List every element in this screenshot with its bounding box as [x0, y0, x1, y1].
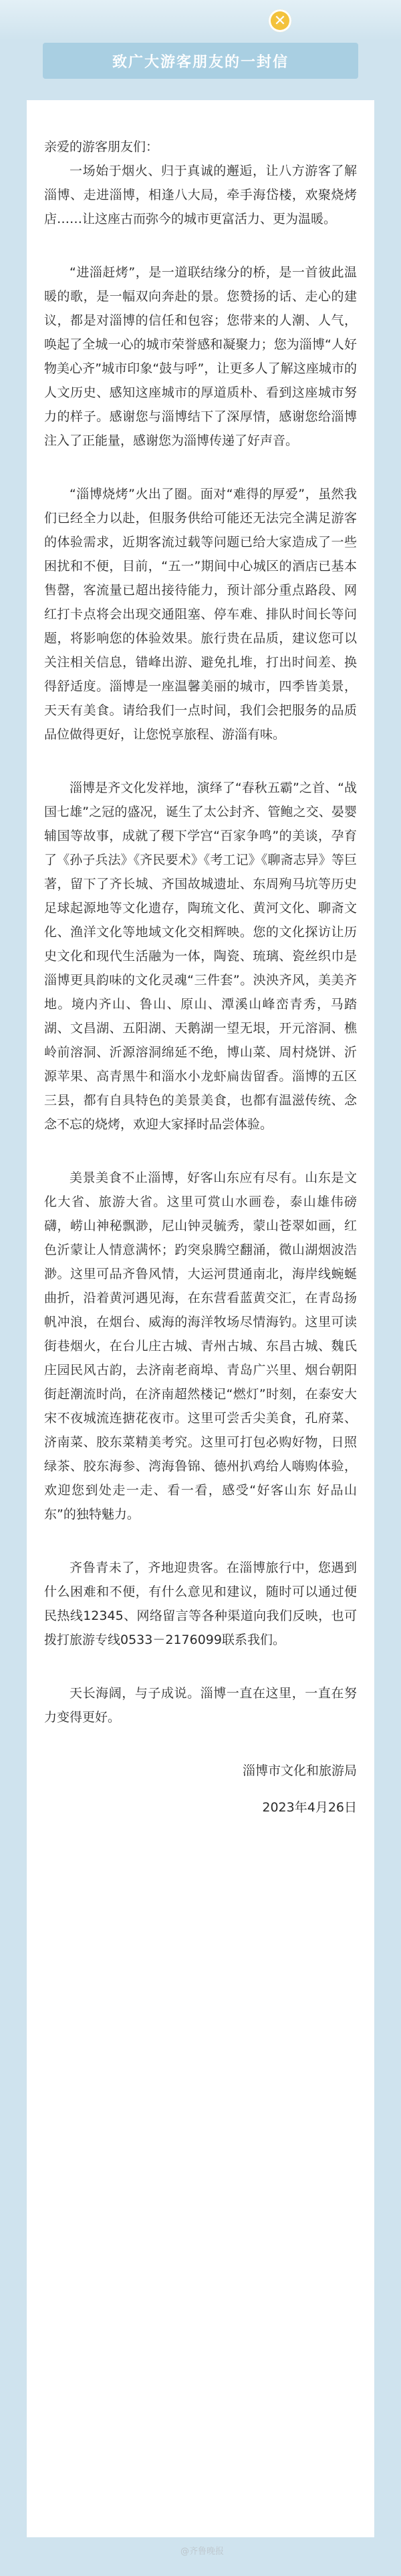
page-title: 致广大游客朋友的一封信 [112, 53, 289, 71]
paragraph-2: “进淄赶烤”，是一道联结缘分的桥，是一首彼此温暖的歌，是一幅双向奔赴的景。您赞扬的话、走心的建议，都是对淄博的信任和包容；您带来的人潮、人气，唤起了全城一心的城市荣誉感和凝聚力；您为淄博“人好物美心齐”城市印象“鼓与呼”，让更多人了解这座城市的人文历史、感知这座城市的厚道质朴、看到这座城市努力的样子。感谢您与淄博结下了深厚情，感谢您给淄博注入了正能量，感谢您为淄博传递了好声音。 [44, 265, 357, 448]
paragraph-3: “淄博烧烤”火出了圈。面对“难得的厚爱”，虽然我们已经全力以赴，但服务供给可能还无法完全满足游客的体验需求，近期客流过载等问题已给大家造成了一些困扰和不便，目前，“五一”期间中心城区的酒店已基本售罄，客流量已超出接待能力，预计部分重点路段、网红打卡点将会出现交通阻塞、停车难、排队时间长等问题，将影响您的体验效果。旅行贵在品质，建议您可以关注相关信息，错峰出游、避免扎堆，打出时间差、换得舒适度。淄博是一座温馨美丽的城市，四季皆美景，天天有美食。请给我们一点时间，我们会把服务的品质品位做得更好，让您悦享旅程、游淄有味。 [44, 487, 357, 742]
signature-date: 2023年4月26日 [262, 1800, 357, 1815]
greeting: 亲爱的游客朋友们： [44, 140, 159, 154]
letter-card [27, 100, 374, 2537]
close-icon[interactable]: ✕ [269, 9, 291, 32]
title-banner [43, 43, 358, 79]
paragraph-5: 美景美食不止淄博，好客山东应有尽有。山东是文化大省、旅游大省。这里可赏山水画卷，泰山雄伟磅礴，崂山神秘飘渺，尼山钟灵毓秀，蒙山苍翠如画，红色沂蒙让人情意满怀；趵突泉腾空翻涌，微山湖烟波浩渺。这里可品齐鲁风情，大运河贯通南北，海岸线蜿蜒曲折，沿着黄河遇见海，在东营看蓝黄交汇，在青岛扬帆冲浪，在烟台、威海的海洋牧场尽情海钓。这里可读街巷烟火，在台儿庄古城、青州古城、东昌古城、魏氏庄园民风古韵，去济南老商埠、青岛广兴里、烟台朝阳街赶潮流时尚，在济南超然楼记“燃灯”时刻，在泰安大宋不夜城流连搪花夜市。这里可尝舌尖美食，孔府菜、济南菜、胶东菜精美考究。这里可打包必购好物，日照绿茶、胶东海参、湾海鲁锦、德州扒鸡给人嗨购体验，欢迎您到处走一走、看一看，感受“好客山东 好品山东”的独特魅力。 [44, 1170, 357, 1522]
paragraph-6: 齐鲁青未了，齐地迎贵客。在淄博旅行中，您遇到什么困难和不便，有什么意见和建议，随时可以通过便民热线12345、网络留言等各种渠道向我们反映，也可拨打旅游专线0533－2176099联系我们。 [44, 1560, 357, 1647]
paragraph-7: 天长海阔，与子成说。淄博一直在这里，一直在努力变得更好。 [44, 1686, 357, 1725]
paragraph-4: 淄博是齐文化发祥地，演绎了“春秋五霸”之首、“战国七雄”之冠的盛况，诞生了太公封齐、管鲍之交、晏婴辅国等故事，成就了稷下学宫“百家争鸣”的美谈，孕育了《孙子兵法》《齐民要术》《考工记》《聊斋志异》等巨著，留下了齐长城、齐国故城遗址、东周殉马坑等历史足球起源地等文化遗存，陶琉文化、黄河文化、聊斋文化、渔洋文化等地域文化交相辉映。您的文化探访让历史文化和现代生活融为一体，陶瓷、琉璃、瓷丝织巾是淄博更具韵味的文化灵魂“三件套”。泱泱齐风，美美齐地。境内齐山、鲁山、原山、潭溪山峰峦青秀，马踏湖、文昌湖、五阳湖、天鹅湖一望无垠，开元溶洞、樵岭前溶洞、沂源溶洞绵延不绝，博山菜、周村烧饼、沂源苹果、高青黑牛和淄水小龙虾扁齿留香。淄博的五区三县，都有自具特色的美景美食，也都有温滋传统、念念不忘的烧烤，欢迎大家择时品尝体验。 [44, 781, 357, 1132]
letter-content [27, 100, 374, 1819]
top-band [0, 0, 401, 40]
paragraph-1: 一场始于烟火、归于真诚的邂逅，让八方游客了解淄博、走进淄博，相逢八大局，牵手海岱楼，欢聚烧烤店……让这座古而弥今的城市更富活力、更为温暖。 [44, 164, 357, 226]
signature-org: 淄博市文化和旅游局 [242, 1763, 357, 1778]
watermark: @齐鲁晚报 [180, 2547, 225, 2557]
